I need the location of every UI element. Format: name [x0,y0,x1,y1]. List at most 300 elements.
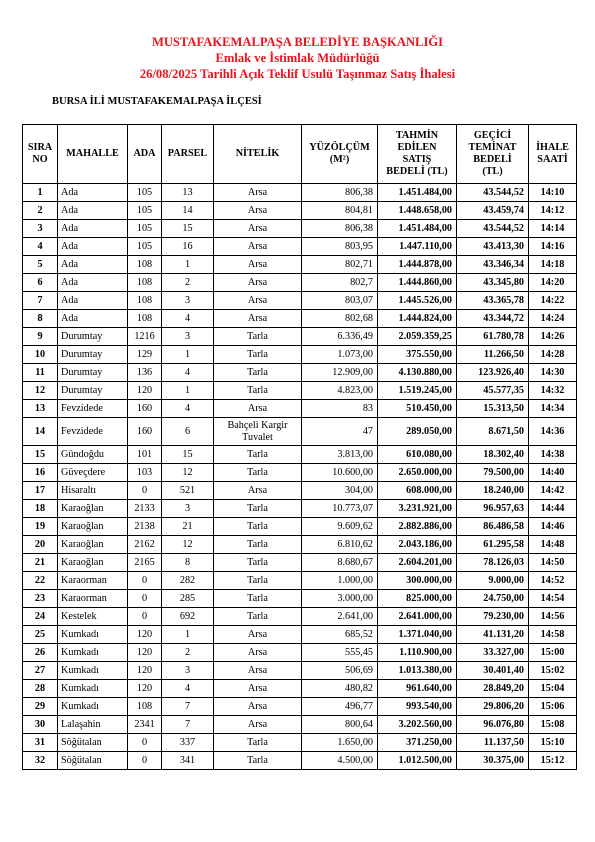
table-row [23,400,577,418]
cell-mahalle: Ada [58,310,128,328]
cell-estimated-price: 1.451.484,00 [378,184,457,202]
cell-deposit: 43.345,80 [457,274,529,292]
cell-deposit: 30.401,40 [457,662,529,680]
table-row [23,608,577,626]
cell-area: 802,71 [302,256,378,274]
cell-mahalle: Fevzidede [58,418,128,446]
cell-ada: 108 [128,274,162,292]
cell-nitelik: Tarla [214,554,302,572]
table-row [23,382,577,400]
table-row [23,590,577,608]
cell-no: 2 [23,202,58,220]
cell-parsel: 4 [162,680,214,698]
table-row [23,310,577,328]
cell-mahalle: Karaoğlan [58,518,128,536]
cell-nitelik: Tarla [214,608,302,626]
table-row [23,734,577,752]
cell-deposit: 43.413,30 [457,238,529,256]
cell-mahalle: Ada [58,220,128,238]
cell-nitelik: Arsa [214,220,302,238]
cell-ada: 120 [128,644,162,662]
cell-no: 24 [23,608,58,626]
cell-area: 806,38 [302,220,378,238]
cell-area: 6.336,49 [302,328,378,346]
cell-nitelik: Arsa [214,680,302,698]
cell-estimated-price: 1.445.526,00 [378,292,457,310]
cell-area: 10.773,07 [302,500,378,518]
cell-deposit: 18.302,40 [457,446,529,464]
municipality-title: MUSTAFAKEMALPAŞA BELEDİYE BAŞKANLIĞI [151,35,444,49]
col-header-time: İHALE SAATİ [529,125,577,184]
cell-parsel: 521 [162,482,214,500]
cell-ada: 120 [128,626,162,644]
cell-ada: 120 [128,662,162,680]
cell-parsel: 4 [162,310,214,328]
cell-time: 14:22 [529,292,577,310]
cell-parsel: 14 [162,202,214,220]
table-row [23,256,577,274]
cell-estimated-price: 2.650.000,00 [378,464,457,482]
cell-area: 1.073,00 [302,346,378,364]
cell-no: 7 [23,292,58,310]
cell-nitelik: Arsa [214,482,302,500]
cell-ada: 0 [128,482,162,500]
cell-ada: 0 [128,734,162,752]
cell-no: 28 [23,680,58,698]
cell-no: 6 [23,274,58,292]
table-row [23,418,577,446]
cell-estimated-price: 2.059.359,25 [378,328,457,346]
cell-nitelik: Tarla [214,536,302,554]
cell-nitelik: Tarla [214,328,302,346]
cell-deposit: 43.346,34 [457,256,529,274]
cell-time: 14:46 [529,518,577,536]
cell-area: 6.810,62 [302,536,378,554]
cell-parsel: 3 [162,500,214,518]
cell-time: 15:02 [529,662,577,680]
cell-ada: 129 [128,346,162,364]
cell-estimated-price: 1.444.824,00 [378,310,457,328]
cell-area: 496,77 [302,698,378,716]
cell-time: 14:14 [529,220,577,238]
cell-no: 4 [23,238,58,256]
cell-area: 802,7 [302,274,378,292]
cell-parsel: 15 [162,220,214,238]
table-row [23,482,577,500]
cell-time: 15:08 [529,716,577,734]
cell-estimated-price: 825.000,00 [378,590,457,608]
cell-nitelik: Tarla [214,734,302,752]
cell-no: 14 [23,418,58,446]
table-row [23,238,577,256]
cell-no: 9 [23,328,58,346]
cell-parsel: 1 [162,382,214,400]
department-title: Emlak ve İstimlak Müdürlüğü [215,51,380,65]
cell-mahalle: Kestelek [58,608,128,626]
cell-time: 14:12 [529,202,577,220]
cell-time: 15:04 [529,680,577,698]
cell-nitelik: Arsa [214,292,302,310]
cell-parsel: 12 [162,464,214,482]
cell-deposit: 30.375,00 [457,752,529,770]
cell-estimated-price: 1.451.484,00 [378,220,457,238]
cell-estimated-price: 2.604.201,00 [378,554,457,572]
cell-area: 3.813,00 [302,446,378,464]
cell-mahalle: Kumkadı [58,662,128,680]
cell-deposit: 33.327,00 [457,644,529,662]
cell-no: 21 [23,554,58,572]
cell-estimated-price: 608.000,00 [378,482,457,500]
cell-mahalle: Karaoğlan [58,536,128,554]
table-row [23,346,577,364]
col-header-nitelik: NİTELİK [214,125,302,184]
cell-time: 14:50 [529,554,577,572]
cell-no: 30 [23,716,58,734]
cell-ada: 0 [128,608,162,626]
cell-deposit: 43.459,74 [457,202,529,220]
cell-parsel: 16 [162,238,214,256]
table-row [23,554,577,572]
cell-area: 304,00 [302,482,378,500]
cell-no: 3 [23,220,58,238]
cell-mahalle: Ada [58,274,128,292]
cell-estimated-price: 2.882.886,00 [378,518,457,536]
cell-mahalle: Kumkadı [58,680,128,698]
cell-ada: 0 [128,590,162,608]
cell-parsel: 7 [162,716,214,734]
cell-area: 8.680,67 [302,554,378,572]
cell-area: 10.600,00 [302,464,378,482]
cell-deposit: 43.344,72 [457,310,529,328]
table-row [23,220,577,238]
cell-estimated-price: 3.202.560,00 [378,716,457,734]
cell-nitelik: Arsa [214,202,302,220]
cell-nitelik: Arsa [214,662,302,680]
cell-estimated-price: 993.540,00 [378,698,457,716]
cell-estimated-price: 2.641.000,00 [378,608,457,626]
cell-deposit: 11.137,50 [457,734,529,752]
table-row [23,518,577,536]
cell-area: 803,95 [302,238,378,256]
cell-parsel: 3 [162,328,214,346]
table-row [23,644,577,662]
cell-estimated-price: 1.012.500,00 [378,752,457,770]
cell-nitelik: Tarla [214,346,302,364]
cell-parsel: 282 [162,572,214,590]
cell-no: 15 [23,446,58,464]
cell-no: 10 [23,346,58,364]
cell-ada: 120 [128,680,162,698]
cell-mahalle: Kumkadı [58,626,128,644]
cell-mahalle: Gündoğdu [58,446,128,464]
cell-mahalle: Durumtay [58,364,128,382]
cell-parsel: 6 [162,418,214,446]
cell-nitelik: Tarla [214,752,302,770]
table-row [23,446,577,464]
cell-no: 22 [23,572,58,590]
cell-mahalle: Güveçdere [58,464,128,482]
cell-area: 1.650,00 [302,734,378,752]
cell-time: 14:32 [529,382,577,400]
table-row [23,680,577,698]
cell-parsel: 3 [162,292,214,310]
cell-mahalle: Ada [58,292,128,310]
cell-ada: 120 [128,382,162,400]
col-header-area: YÜZÖLÇÜM (M²) [302,125,378,184]
table-row [23,202,577,220]
cell-area: 3.000,00 [302,590,378,608]
cell-deposit: 15.313,50 [457,400,529,418]
cell-area: 806,38 [302,184,378,202]
cell-area: 47 [302,418,378,446]
cell-mahalle: Karaorman [58,572,128,590]
cell-no: 32 [23,752,58,770]
cell-deposit: 86.486,58 [457,518,529,536]
cell-deposit: 45.577,35 [457,382,529,400]
cell-mahalle: Ada [58,256,128,274]
cell-ada: 101 [128,446,162,464]
cell-ada: 0 [128,572,162,590]
cell-mahalle: Söğütalan [58,734,128,752]
col-header-ada: ADA [128,125,162,184]
section-title: BURSA İLİ MUSTAFAKEMALPAŞA İLÇESİ [52,96,262,107]
cell-mahalle: Karaorman [58,590,128,608]
cell-parsel: 13 [162,184,214,202]
cell-time: 15:10 [529,734,577,752]
cell-deposit: 11.266,50 [457,346,529,364]
cell-ada: 2162 [128,536,162,554]
cell-time: 15:00 [529,644,577,662]
cell-ada: 108 [128,698,162,716]
cell-parsel: 21 [162,518,214,536]
cell-time: 14:52 [529,572,577,590]
table-row [23,572,577,590]
cell-no: 26 [23,644,58,662]
cell-estimated-price: 289.050,00 [378,418,457,446]
cell-area: 4.823,00 [302,382,378,400]
cell-mahalle: Ada [58,238,128,256]
cell-nitelik: Arsa [214,716,302,734]
cell-time: 14:30 [529,364,577,382]
cell-deposit: 8.671,50 [457,418,529,446]
table-row [23,464,577,482]
table-row [23,626,577,644]
cell-parsel: 1 [162,256,214,274]
cell-nitelik: Tarla [214,500,302,518]
table-body [23,184,577,770]
col-header-mahalle: MAHALLE [58,125,128,184]
cell-deposit: 61.295,58 [457,536,529,554]
cell-nitelik: Arsa [214,626,302,644]
cell-ada: 136 [128,364,162,382]
cell-time: 14:18 [529,256,577,274]
cell-estimated-price: 375.550,00 [378,346,457,364]
cell-ada: 2138 [128,518,162,536]
cell-deposit: 61.780,78 [457,328,529,346]
cell-estimated-price: 1.519.245,00 [378,382,457,400]
table-row [23,184,577,202]
cell-deposit: 24.750,00 [457,590,529,608]
cell-time: 14:58 [529,626,577,644]
cell-estimated-price: 1.444.878,00 [378,256,457,274]
cell-deposit: 41.131,20 [457,626,529,644]
col-header-estimated-price: TAHMİN EDİLEN SATIŞ BEDELİ (TL) [378,125,457,184]
cell-ada: 160 [128,400,162,418]
cell-parsel: 3 [162,662,214,680]
cell-nitelik: Tarla [214,590,302,608]
cell-parsel: 341 [162,752,214,770]
cell-ada: 105 [128,184,162,202]
cell-nitelik: Arsa [214,644,302,662]
table-row [23,500,577,518]
cell-area: 685,52 [302,626,378,644]
cell-deposit: 43.544,52 [457,184,529,202]
cell-deposit: 123.926,40 [457,364,529,382]
cell-deposit: 43.365,78 [457,292,529,310]
cell-parsel: 337 [162,734,214,752]
table-row [23,662,577,680]
cell-nitelik: Bahçeli Kargir Tuvalet [214,418,302,446]
cell-deposit: 79.230,00 [457,608,529,626]
cell-time: 14:10 [529,184,577,202]
cell-nitelik: Tarla [214,572,302,590]
cell-nitelik: Tarla [214,464,302,482]
cell-mahalle: Ada [58,184,128,202]
cell-no: 31 [23,734,58,752]
cell-area: 83 [302,400,378,418]
cell-no: 13 [23,400,58,418]
cell-estimated-price: 1.444.860,00 [378,274,457,292]
cell-mahalle: Durumtay [58,382,128,400]
cell-parsel: 285 [162,590,214,608]
cell-time: 15:12 [529,752,577,770]
cell-estimated-price: 1.448.658,00 [378,202,457,220]
cell-time: 14:24 [529,310,577,328]
cell-area: 4.500,00 [302,752,378,770]
cell-parsel: 692 [162,608,214,626]
cell-nitelik: Arsa [214,256,302,274]
cell-ada: 105 [128,202,162,220]
table-row [23,536,577,554]
cell-mahalle: Hisaraltı [58,482,128,500]
cell-nitelik: Arsa [214,274,302,292]
cell-no: 5 [23,256,58,274]
cell-ada: 105 [128,220,162,238]
cell-area: 1.000,00 [302,572,378,590]
cell-nitelik: Arsa [214,400,302,418]
property-table [22,124,577,770]
cell-mahalle: Kumkadı [58,644,128,662]
cell-estimated-price: 1.013.380,00 [378,662,457,680]
cell-parsel: 1 [162,626,214,644]
cell-no: 1 [23,184,58,202]
cell-mahalle: Ada [58,202,128,220]
cell-estimated-price: 300.000,00 [378,572,457,590]
cell-deposit: 43.544,52 [457,220,529,238]
cell-ada: 0 [128,752,162,770]
col-header-parsel: PARSEL [162,125,214,184]
cell-ada: 108 [128,310,162,328]
cell-ada: 160 [128,418,162,446]
cell-time: 14:28 [529,346,577,364]
cell-no: 29 [23,698,58,716]
cell-area: 9.609,62 [302,518,378,536]
cell-time: 14:54 [529,590,577,608]
cell-estimated-price: 1.110.900,00 [378,644,457,662]
cell-no: 25 [23,626,58,644]
cell-time: 15:06 [529,698,577,716]
cell-estimated-price: 2.043.186,00 [378,536,457,554]
cell-estimated-price: 961.640,00 [378,680,457,698]
cell-area: 802,68 [302,310,378,328]
cell-parsel: 2 [162,274,214,292]
col-header-deposit: GEÇİCİ TEMİNAT BEDELİ (TL) [457,125,529,184]
cell-parsel: 8 [162,554,214,572]
cell-parsel: 12 [162,536,214,554]
cell-ada: 2165 [128,554,162,572]
cell-no: 23 [23,590,58,608]
cell-area: 480,82 [302,680,378,698]
table-row [23,364,577,382]
table-header-row [23,125,577,184]
table-row [23,292,577,310]
cell-time: 14:40 [529,464,577,482]
cell-mahalle: Durumtay [58,346,128,364]
cell-parsel: 1 [162,346,214,364]
cell-parsel: 7 [162,698,214,716]
cell-area: 506,69 [302,662,378,680]
cell-nitelik: Arsa [214,310,302,328]
cell-ada: 103 [128,464,162,482]
cell-ada: 2133 [128,500,162,518]
table-row [23,274,577,292]
cell-deposit: 29.806,20 [457,698,529,716]
cell-area: 804,81 [302,202,378,220]
cell-mahalle: Karaoğlan [58,500,128,518]
cell-parsel: 15 [162,446,214,464]
cell-no: 11 [23,364,58,382]
cell-estimated-price: 510.450,00 [378,400,457,418]
cell-estimated-price: 1.371.040,00 [378,626,457,644]
cell-estimated-price: 610.080,00 [378,446,457,464]
cell-time: 14:48 [529,536,577,554]
cell-mahalle: Söğütalan [58,752,128,770]
cell-estimated-price: 1.447.110,00 [378,238,457,256]
cell-nitelik: Arsa [214,184,302,202]
cell-mahalle: Durumtay [58,328,128,346]
cell-time: 14:56 [529,608,577,626]
table-row [23,716,577,734]
cell-deposit: 96.076,80 [457,716,529,734]
cell-time: 14:36 [529,418,577,446]
cell-mahalle: Karaoğlan [58,554,128,572]
table-row [23,698,577,716]
cell-nitelik: Tarla [214,364,302,382]
table-row [23,752,577,770]
cell-time: 14:42 [529,482,577,500]
cell-area: 12.909,00 [302,364,378,382]
cell-nitelik: Tarla [214,446,302,464]
cell-estimated-price: 4.130.880,00 [378,364,457,382]
cell-time: 14:16 [529,238,577,256]
cell-time: 14:38 [529,446,577,464]
cell-deposit: 28.849,20 [457,680,529,698]
cell-deposit: 78.126,03 [457,554,529,572]
cell-deposit: 9.000,00 [457,572,529,590]
cell-time: 14:34 [529,400,577,418]
cell-ada: 105 [128,238,162,256]
cell-no: 12 [23,382,58,400]
